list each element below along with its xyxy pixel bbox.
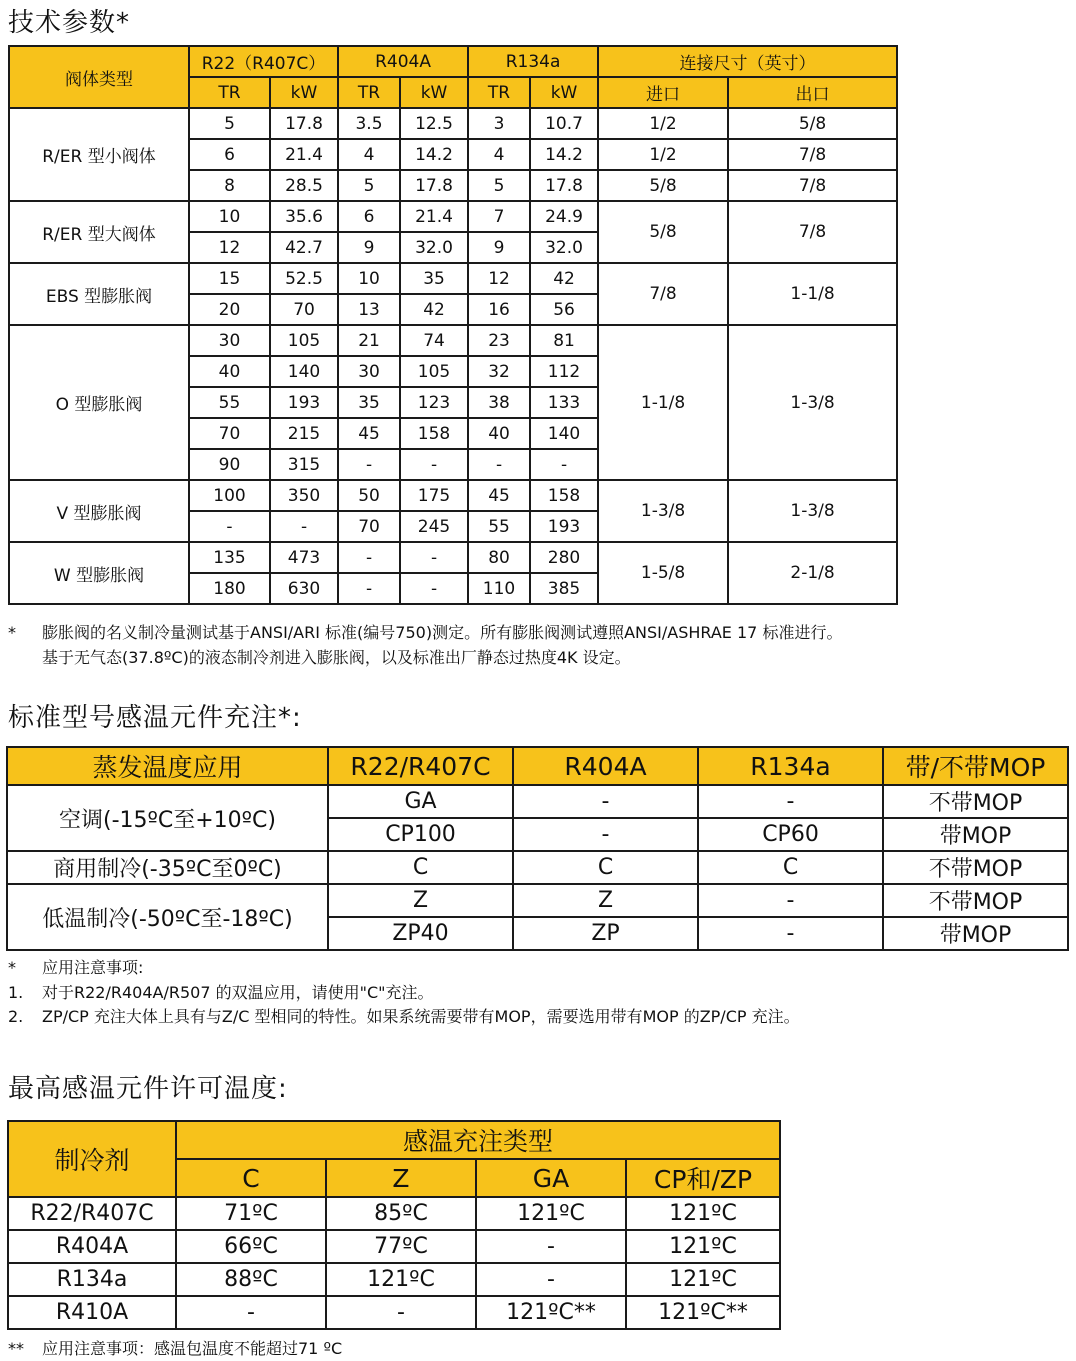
- temp-cell: 121ºC: [326, 1263, 476, 1296]
- charge-cell: ZP: [513, 917, 698, 950]
- inlet-size: 5/8: [598, 201, 728, 263]
- capacity-cell: 55: [189, 387, 270, 418]
- charge-cell: Z: [513, 884, 698, 917]
- data-row: [7, 884, 1068, 917]
- capacity-cell: 140: [530, 418, 598, 449]
- charge-cell: Z: [328, 884, 513, 917]
- capacity-cell: 5: [189, 108, 270, 139]
- header-cell: R404A: [513, 747, 698, 785]
- temp-cell: -: [476, 1230, 626, 1263]
- valve-type-label: R/ER 型小阀体: [9, 108, 189, 201]
- capacity-cell: 245: [400, 511, 468, 542]
- refrigerant-label: R410A: [8, 1296, 176, 1329]
- section-title-tech-params: 技术参数*: [8, 8, 131, 38]
- capacity-cell: -: [189, 511, 270, 542]
- capacity-cell: 385: [530, 573, 598, 604]
- capacity-cell: 133: [530, 387, 598, 418]
- capacity-cell: 630: [270, 573, 338, 604]
- header-charge-col: CP和/ZP: [626, 1159, 780, 1197]
- charge-cell: 不带MOP: [883, 785, 1068, 818]
- footnote-capacity-2: 基于无气态(37.8ºC)的液态制冷剂进入膨胀阀，以及标准出厂静态过热度4K 设定。: [42, 648, 631, 667]
- header-cell: 带/不带MOP: [883, 747, 1068, 785]
- capacity-cell: 10: [338, 263, 400, 294]
- data-row: [9, 542, 897, 573]
- capacity-cell: 12: [189, 232, 270, 263]
- capacity-cell: 74: [400, 325, 468, 356]
- capacity-cell: 10.7: [530, 108, 598, 139]
- capacity-cell: 180: [189, 573, 270, 604]
- header-refrigerant: 制冷剂: [8, 1121, 176, 1197]
- header-cell: R134a: [698, 747, 883, 785]
- outlet-size: 1-3/8: [728, 480, 897, 542]
- capacity-cell: 8: [189, 170, 270, 201]
- temp-cell: -: [176, 1296, 326, 1329]
- charge-cell: -: [513, 818, 698, 851]
- capacity-cell: 100: [189, 480, 270, 511]
- capacity-cell: 21.4: [270, 139, 338, 170]
- capacity-cell: 56: [530, 294, 598, 325]
- capacity-cell: 5: [468, 170, 530, 201]
- temp-cell: 121ºC**: [626, 1296, 780, 1329]
- charge-cell: 不带MOP: [883, 851, 1068, 884]
- capacity-cell: 32: [468, 356, 530, 387]
- capacity-cell: -: [338, 573, 400, 604]
- capacity-cell: 16: [468, 294, 530, 325]
- temp-cell: 121ºC: [626, 1197, 780, 1230]
- header-charge-col: Z: [326, 1159, 476, 1197]
- capacity-cell: 3: [468, 108, 530, 139]
- capacity-cell: 105: [400, 356, 468, 387]
- temp-cell: 121ºC: [626, 1263, 780, 1296]
- capacity-cell: 21: [338, 325, 400, 356]
- refrigerant-label: R134a: [8, 1263, 176, 1296]
- capacity-cell: -: [338, 449, 400, 480]
- capacity-cell: 4: [338, 139, 400, 170]
- header-unit: TR: [468, 77, 530, 108]
- header-valve-type: 阀体类型: [9, 46, 189, 108]
- data-row: [8, 1296, 780, 1329]
- data-row: [7, 851, 1068, 884]
- charge-cell: -: [698, 785, 883, 818]
- capacity-cell: 175: [400, 480, 468, 511]
- capacity-cell: -: [530, 449, 598, 480]
- capacity-cell: 52.5: [270, 263, 338, 294]
- inlet-size: 1-1/8: [598, 325, 728, 480]
- capacity-cell: 20: [189, 294, 270, 325]
- capacity-cell: 17.8: [400, 170, 468, 201]
- charge-note-1-text: 对于R22/R404A/R507 的双温应用，请使用"C"充注。: [42, 983, 434, 1002]
- footnote-line: 膨胀阀的名义制冷量测试基于ANSI/ARI 标准(编号750)测定。所有膨胀阀测试遵照ANSI/ASHRAE 17 标准进行。: [42, 623, 843, 642]
- header-charge-col: C: [176, 1159, 326, 1197]
- charge-cell: ZP40: [328, 917, 513, 950]
- capacity-cell: 15: [189, 263, 270, 294]
- valve-type-label: R/ER 型大阀体: [9, 201, 189, 263]
- charge-note-2: 2. ZP/CP 充注大体上具有与Z/C 型相同的特性。如果系统需要带有MOP，需要选用带有MOP 的ZP/CP 充注。: [8, 1007, 800, 1026]
- charge-cell: GA: [328, 785, 513, 818]
- charge-cell: 带MOP: [883, 818, 1068, 851]
- charge-cell: 带MOP: [883, 917, 1068, 950]
- charge-cell: C: [513, 851, 698, 884]
- capacity-cell: 9: [468, 232, 530, 263]
- capacity-cell: 4: [468, 139, 530, 170]
- capacity-cell: -: [270, 511, 338, 542]
- capacity-cell: 193: [270, 387, 338, 418]
- capacity-cell: 90: [189, 449, 270, 480]
- capacity-cell: 12.5: [400, 108, 468, 139]
- charge-note-1: 1. 对于R22/R404A/R507 的双温应用，请使用"C"充注。: [8, 983, 434, 1002]
- outlet-size: 7/8: [728, 201, 897, 263]
- capacity-cell: 105: [270, 325, 338, 356]
- capacity-cell: 35: [400, 263, 468, 294]
- valve-type-label: O 型膨胀阀: [9, 325, 189, 480]
- charge-note-title: * 应用注意事项:: [8, 958, 144, 977]
- valve-type-label: V 型膨胀阀: [9, 480, 189, 542]
- capacity-cell: 32.0: [530, 232, 598, 263]
- data-row: [9, 263, 897, 294]
- data-row: [9, 201, 897, 232]
- capacity-cell: 7: [468, 201, 530, 232]
- header-charge-type: 感温充注类型: [176, 1121, 780, 1159]
- capacity-cell: 112: [530, 356, 598, 387]
- outlet-size: 5/8: [728, 108, 897, 139]
- outlet-size: 2-1/8: [728, 542, 897, 604]
- valve-type-label: EBS 型膨胀阀: [9, 263, 189, 325]
- header-unit: TR: [189, 77, 270, 108]
- capacity-cell: 45: [338, 418, 400, 449]
- charge-note-heading: 应用注意事项:: [42, 958, 144, 977]
- capacity-cell: 24.9: [530, 201, 598, 232]
- charge-cell: C: [698, 851, 883, 884]
- valve-type-label: W 型膨胀阀: [9, 542, 189, 604]
- inlet-size: 1-3/8: [598, 480, 728, 542]
- capacity-cell: 12: [468, 263, 530, 294]
- capacity-cell: 81: [530, 325, 598, 356]
- charge-cell: C: [328, 851, 513, 884]
- capacity-cell: 14.2: [530, 139, 598, 170]
- temp-cell: 88ºC: [176, 1263, 326, 1296]
- header-row: [9, 46, 897, 77]
- capacity-cell: 70: [338, 511, 400, 542]
- application-label: 商用制冷(-35ºC至0ºC): [7, 851, 328, 884]
- capacity-cell: 55: [468, 511, 530, 542]
- header-inlet: 进口: [598, 77, 728, 108]
- header-charge-col: GA: [476, 1159, 626, 1197]
- charge-cell: CP60: [698, 818, 883, 851]
- capacity-cell: -: [400, 542, 468, 573]
- capacity-cell: 5: [338, 170, 400, 201]
- footnote-capacity: * 膨胀阀的名义制冷量测试基于ANSI/ARI 标准(编号750)测定。所有膨胀阀测试遵照ANSI/ASHRAE 17 标准进行。: [8, 623, 843, 642]
- capacity-cell: 110: [468, 573, 530, 604]
- capacity-cell: -: [338, 542, 400, 573]
- capacity-cell: 70: [270, 294, 338, 325]
- capacity-cell: 215: [270, 418, 338, 449]
- capacity-cell: 42.7: [270, 232, 338, 263]
- capacity-cell: 30: [338, 356, 400, 387]
- header-row: [7, 747, 1068, 785]
- charge-cell: -: [698, 884, 883, 917]
- data-row: [8, 1230, 780, 1263]
- refrigerant-label: R404A: [8, 1230, 176, 1263]
- temp-cell: -: [476, 1263, 626, 1296]
- inlet-size: 7/8: [598, 263, 728, 325]
- header-unit: TR: [338, 77, 400, 108]
- capacity-cell: 40: [189, 356, 270, 387]
- charge-cell: -: [513, 785, 698, 818]
- section-title-charge: 标准型号感温元件充注*:: [8, 703, 302, 733]
- inlet-size: 1-5/8: [598, 542, 728, 604]
- capacity-cell: 23: [468, 325, 530, 356]
- capacity-cell: 350: [270, 480, 338, 511]
- outlet-size: 7/8: [728, 170, 897, 201]
- capacity-cell: 32.0: [400, 232, 468, 263]
- header-outlet: 出口: [728, 77, 897, 108]
- capacity-cell: 280: [530, 542, 598, 573]
- capacity-cell: 135: [189, 542, 270, 573]
- capacity-cell: 70: [189, 418, 270, 449]
- capacity-cell: 30: [189, 325, 270, 356]
- data-row: [9, 108, 897, 139]
- temp-cell: 121ºC**: [476, 1296, 626, 1329]
- max-temp-note-text: 应用注意事项：感温包温度不能超过71 ºC: [42, 1339, 343, 1358]
- temp-cell: 85ºC: [326, 1197, 476, 1230]
- capacity-cell: 42: [400, 294, 468, 325]
- capacity-cell: 140: [270, 356, 338, 387]
- header-unit: kW: [530, 77, 598, 108]
- outlet-size: 1-1/8: [728, 263, 897, 325]
- charge-cell: 不带MOP: [883, 884, 1068, 917]
- data-row: [8, 1263, 780, 1296]
- capacity-cell: 6: [338, 201, 400, 232]
- header-connection: 连接尺寸（英寸）: [598, 46, 897, 77]
- temp-cell: 77ºC: [326, 1230, 476, 1263]
- max-temp-table: [7, 1120, 781, 1330]
- capacity-cell: 50: [338, 480, 400, 511]
- temp-cell: -: [326, 1296, 476, 1329]
- capacity-cell: 123: [400, 387, 468, 418]
- header-refrigerant: R404A: [338, 46, 468, 77]
- capacity-cell: -: [468, 449, 530, 480]
- capacity-cell: 17.8: [530, 170, 598, 201]
- header-unit: kW: [400, 77, 468, 108]
- inlet-size: 1/2: [598, 108, 728, 139]
- refrigerant-label: R22/R407C: [8, 1197, 176, 1230]
- temp-cell: 121ºC: [476, 1197, 626, 1230]
- capacity-cell: 13: [338, 294, 400, 325]
- inlet-size: 5/8: [598, 170, 728, 201]
- capacity-cell: 21.4: [400, 201, 468, 232]
- inlet-size: 1/2: [598, 139, 728, 170]
- charge-cell: -: [698, 917, 883, 950]
- capacity-cell: 315: [270, 449, 338, 480]
- header-unit: kW: [270, 77, 338, 108]
- capacity-cell: 45: [468, 480, 530, 511]
- capacity-cell: 473: [270, 542, 338, 573]
- capacity-cell: 35.6: [270, 201, 338, 232]
- capacity-cell: 35: [338, 387, 400, 418]
- outlet-size: 7/8: [728, 139, 897, 170]
- section-title-max-temp: 最高感温元件许可温度:: [8, 1074, 288, 1104]
- charge-table: [6, 746, 1069, 951]
- application-label: 空调(-15ºC至+10ºC): [7, 785, 328, 851]
- capacity-cell: 158: [530, 480, 598, 511]
- data-row: [7, 785, 1068, 818]
- charge-cell: CP100: [328, 818, 513, 851]
- capacity-cell: 193: [530, 511, 598, 542]
- temp-cell: 66ºC: [176, 1230, 326, 1263]
- max-temp-note: ** 应用注意事项：感温包温度不能超过71 ºC: [8, 1339, 343, 1358]
- tech-params-table: [8, 45, 898, 605]
- header-refrigerant: R134a: [468, 46, 598, 77]
- capacity-cell: -: [400, 573, 468, 604]
- capacity-cell: 9: [338, 232, 400, 263]
- capacity-cell: 10: [189, 201, 270, 232]
- header-cell: 蒸发温度应用: [7, 747, 328, 785]
- header-refrigerant: R22（R407C）: [189, 46, 338, 77]
- header-row: [8, 1121, 780, 1159]
- capacity-cell: 42: [530, 263, 598, 294]
- application-label: 低温制冷(-50ºC至-18ºC): [7, 884, 328, 950]
- temp-cell: 71ºC: [176, 1197, 326, 1230]
- data-row: [9, 480, 897, 511]
- capacity-cell: 14.2: [400, 139, 468, 170]
- outlet-size: 1-3/8: [728, 325, 897, 480]
- capacity-cell: 80: [468, 542, 530, 573]
- data-row: [8, 1197, 780, 1230]
- capacity-cell: 17.8: [270, 108, 338, 139]
- capacity-cell: 38: [468, 387, 530, 418]
- data-row: [9, 325, 897, 356]
- capacity-cell: -: [400, 449, 468, 480]
- capacity-cell: 40: [468, 418, 530, 449]
- temp-cell: 121ºC: [626, 1230, 780, 1263]
- charge-note-2-text: ZP/CP 充注大体上具有与Z/C 型相同的特性。如果系统需要带有MOP，需要选用带有MOP 的ZP/CP 充注。: [42, 1007, 800, 1026]
- header-cell: R22/R407C: [328, 747, 513, 785]
- capacity-cell: 28.5: [270, 170, 338, 201]
- capacity-cell: 3.5: [338, 108, 400, 139]
- capacity-cell: 6: [189, 139, 270, 170]
- capacity-cell: 158: [400, 418, 468, 449]
